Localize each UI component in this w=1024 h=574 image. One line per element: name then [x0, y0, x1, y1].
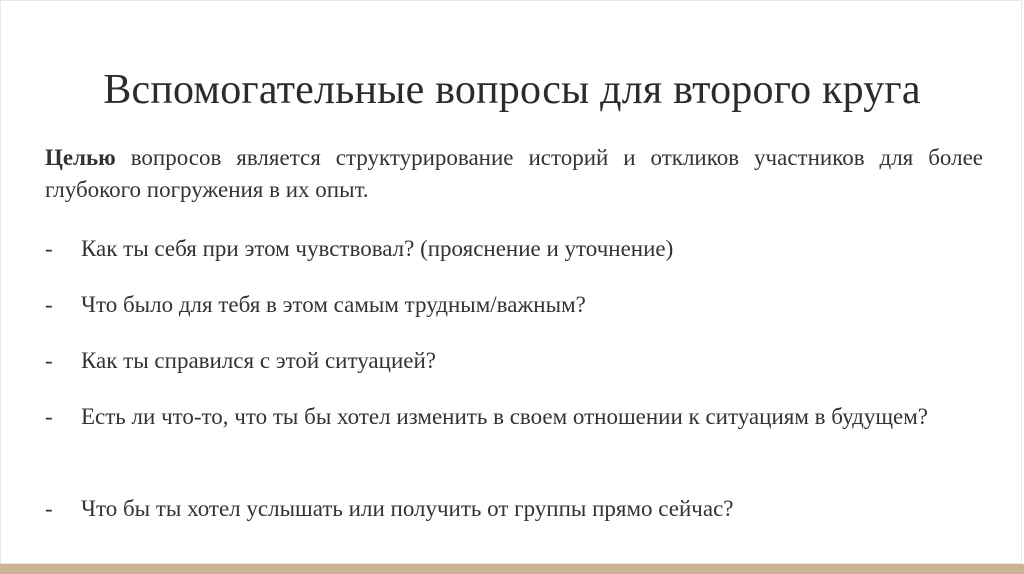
bullet-marker: -: [45, 236, 53, 261]
slide-title: Вспомогательные вопросы для второго круга: [103, 67, 921, 113]
bullet-item: [45, 345, 975, 377]
intro-text: вопросов является структурирование историй и откликов участников для более глубокого погружения в их опыт.: [45, 145, 983, 202]
bullet-marker: -: [45, 348, 53, 373]
bullet-marker: -: [45, 404, 53, 429]
bullet-item: [45, 401, 975, 433]
bottom-accent-bar: [0, 564, 1024, 574]
intro-paragraph: [45, 142, 983, 206]
intro-bold-word: Целью: [45, 145, 116, 170]
bullet-text: Как ты себя при этом чувствовал? (прояснение и уточнение): [81, 236, 674, 261]
bullet-text: Что бы ты хотел услышать или получить от группы прямо сейчас?: [81, 496, 734, 521]
bullet-marker: -: [45, 292, 53, 317]
bullet-text: Как ты справился с этой ситуацией?: [81, 348, 436, 373]
bullet-item: [45, 289, 975, 321]
bullet-text: Что было для тебя в этом самым трудным/важным?: [81, 292, 586, 317]
bullet-item: [45, 233, 975, 265]
bullet-text: Есть ли что-то, что ты бы хотел изменить в своем отношении к ситуациям в будущем?: [81, 404, 929, 429]
bullet-marker: -: [45, 496, 53, 521]
bullet-item: [45, 493, 975, 525]
